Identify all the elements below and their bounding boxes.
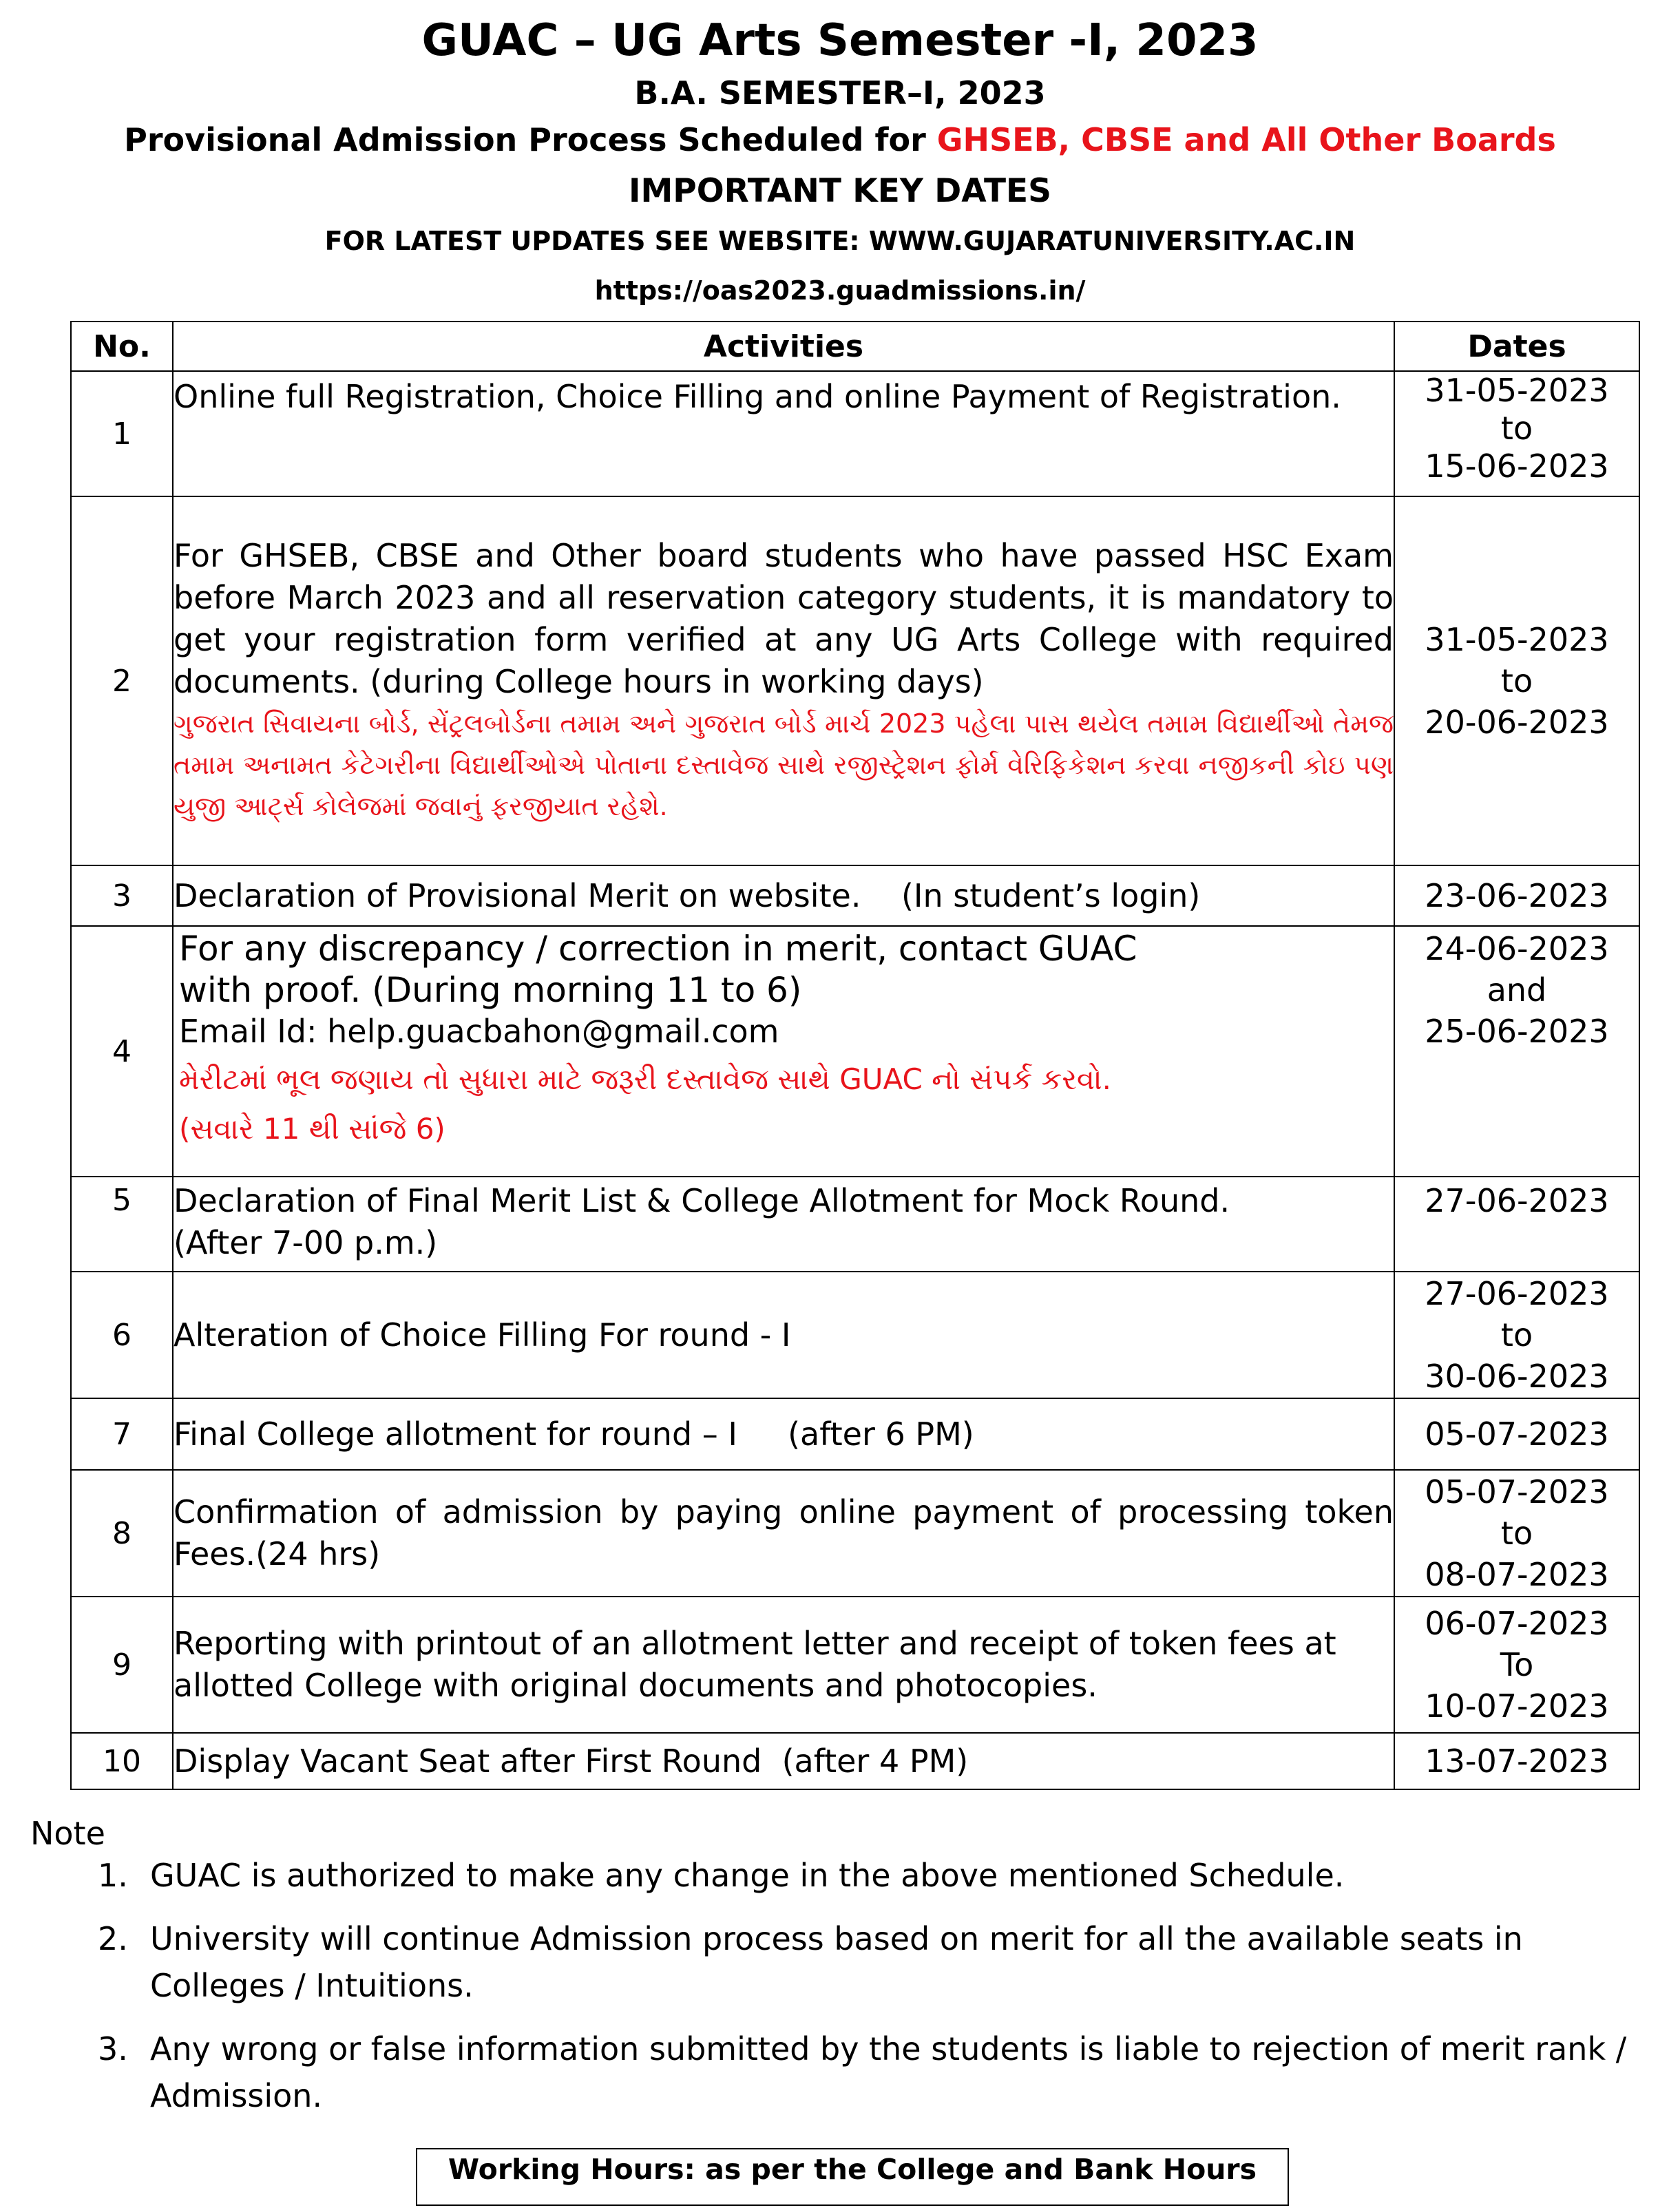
table-row: [71, 1272, 1639, 1398]
notes-list: [98, 1852, 1661, 2136]
date-start: 27-06-2023: [1425, 1275, 1609, 1312]
note-item: [98, 2025, 1661, 2119]
table-row: [71, 496, 1639, 865]
date-single: 13-07-2023: [1425, 1743, 1609, 1780]
table-row: [71, 926, 1639, 1177]
row-number: 1: [71, 371, 173, 496]
row-dates: [1394, 371, 1639, 496]
working-hours-box: Working Hours: as per the College and Bank Hours: [416, 2148, 1289, 2206]
row-activity: [173, 926, 1394, 1177]
process-prefix: Provisional Admission Process Scheduled for: [124, 121, 937, 158]
table-row: [71, 1470, 1639, 1597]
schedule-table: [70, 321, 1640, 1790]
row-activity: Declaration of Provisional Merit on website. (In student’s login): [173, 865, 1394, 926]
date-end: 10-07-2023: [1425, 1687, 1609, 1725]
row-number: 2: [71, 496, 173, 865]
date-start: 31-05-2023: [1425, 621, 1609, 658]
activity-line: Declaration of Final Merit List & College Allotment for Mock Round.: [174, 1182, 1230, 1219]
row-dates: [1394, 1733, 1639, 1789]
row-dates: [1394, 496, 1639, 865]
date-start: 06-07-2023: [1425, 1605, 1609, 1642]
date-end: 15-06-2023: [1425, 448, 1609, 485]
updates-notice: FOR LATEST UPDATES SEE WEBSITE: WWW.GUJARATUNIVERSITY.AC.IN: [324, 226, 1356, 256]
contact-email[interactable]: Email Id: help.guacbahon@gmail.com: [179, 1013, 779, 1050]
row-activity: Reporting with printout of an allotment letter and receipt of token fees at allotted College with original documents and photocopies.: [173, 1597, 1394, 1733]
activity-gujarati: (સવારે 11 થી સાંજે 6): [179, 1112, 445, 1146]
date-connector: to: [1500, 662, 1533, 699]
date-start: 31-05-2023: [1425, 372, 1609, 409]
activity-gujarati: મેરીટમાં ભૂલ જણાય તો સુધારા માટે જરૂરી દસ્તાવેજ સાથે GUAC નો સંપર્ક કરવો.: [179, 1062, 1111, 1096]
date-single: 23-06-2023: [1425, 877, 1609, 914]
activity-gujarati: ગુજરાત સિવાયના બોર્ડ, સેંટ્રલબોર્ડના તમામ અને ગુજરાત બોર્ડ માર્ચ 2023 પહેલા પાસ થયેલ તમામ વિદ્યાર્થીઓ તેમજ તમામ અનામત કેટેગરીના વિદ્યાર્થીઓએ પોતાના દસ્તાવેજ સાથે રજીસ્ટ્રેશન ફોર્મ વેરિફિકેશન કરવા નજીકની કોઇ પણ યુજી આર્ટ્સ કોલેજમાં જવાનું ફરજીયાત રહેશે.: [174, 708, 1394, 821]
note-number: 3.: [98, 2030, 128, 2067]
note-number: 2.: [98, 1920, 128, 1957]
note-text: Any wrong or false information submitted by the students is liable to rejection of merit rank / Admission.: [150, 2030, 1627, 2114]
table-row: [71, 1177, 1639, 1272]
process-heading: [0, 121, 1680, 158]
activity-line: with proof. (During morning 11 to 6): [179, 970, 802, 1010]
row-number: 3: [71, 865, 173, 926]
row-dates: [1394, 1272, 1639, 1398]
date-connector: to: [1500, 1515, 1533, 1552]
page-subtitle: B.A. SEMESTER–I, 2023: [634, 74, 1046, 112]
date-start: 24-06-2023: [1425, 930, 1609, 967]
header-dates: Dates: [1394, 322, 1639, 371]
date-connector: To: [1500, 1646, 1534, 1683]
row-number: 7: [71, 1398, 173, 1470]
date-connector: and: [1487, 971, 1547, 1009]
table-row: [71, 371, 1639, 496]
table-row: [71, 1733, 1639, 1789]
row-number: 5: [71, 1177, 173, 1272]
header-no: No.: [71, 322, 173, 371]
date-end: 30-06-2023: [1425, 1358, 1609, 1395]
note-item: [98, 1852, 1661, 1899]
activity-english: For GHSEB, CBSE and Other board students who have passed HSC Exam before March 2023 and all reservation category students, it is mandatory to get your registration form verified at any UG Arts College with required documents. (during College hours in working days): [174, 537, 1394, 700]
process-boards: GHSEB, CBSE and All Other Boards: [936, 121, 1556, 158]
date-end: 08-07-2023: [1425, 1556, 1609, 1593]
table-row: [71, 865, 1639, 926]
note-text: GUAC is authorized to make any change in the above mentioned Schedule.: [150, 1857, 1345, 1894]
row-number: 6: [71, 1272, 173, 1398]
header-activities: Activities: [173, 322, 1394, 371]
note-item: [98, 1915, 1661, 2009]
activity-line: For any discrepancy / correction in merit, contact GUAC: [179, 929, 1137, 969]
row-dates: [1394, 926, 1639, 1177]
note-number: 1.: [98, 1857, 128, 1894]
date-start: 05-07-2023: [1425, 1473, 1609, 1511]
date-connector: to: [1500, 410, 1533, 447]
activity-line: (After 7-00 p.m.): [174, 1224, 438, 1261]
row-activity: Alteration of Choice Filling For round - I: [173, 1272, 1394, 1398]
row-activity: Online full Registration, Choice Filling and online Payment of Registration.: [173, 371, 1394, 496]
key-dates-heading: IMPORTANT KEY DATES: [629, 172, 1051, 210]
row-activity: [173, 496, 1394, 865]
row-dates: [1394, 1597, 1639, 1733]
note-heading: Note: [30, 1815, 105, 1852]
row-activity: Display Vacant Seat after First Round (after 4 PM): [173, 1733, 1394, 1789]
table-row: [71, 1398, 1639, 1470]
row-number: 8: [71, 1470, 173, 1597]
table-header-row: [71, 322, 1639, 371]
row-number: 10: [71, 1733, 173, 1789]
date-connector: to: [1500, 1316, 1533, 1354]
date-end: 20-06-2023: [1425, 704, 1609, 741]
page-title: GUAC – UG Arts Semester -I, 2023: [421, 15, 1259, 66]
row-activity: Final College allotment for round – I (after 6 PM): [173, 1398, 1394, 1470]
row-dates: [1394, 1177, 1639, 1272]
row-activity: [173, 1177, 1394, 1272]
row-dates: [1394, 865, 1639, 926]
note-text: University will continue Admission process based on merit for all the available seats in Colleges / Intuitions.: [150, 1920, 1523, 2004]
date-single: 27-06-2023: [1425, 1182, 1609, 1219]
date-end: 25-06-2023: [1425, 1013, 1609, 1050]
website-url[interactable]: https://oas2023.guadmissions.in/: [594, 275, 1086, 306]
row-activity: Confirmation of admission by paying online payment of processing token Fees.(24 hrs): [173, 1470, 1394, 1597]
row-dates: [1394, 1470, 1639, 1597]
row-dates: [1394, 1398, 1639, 1470]
row-number: 9: [71, 1597, 173, 1733]
date-single: 05-07-2023: [1425, 1416, 1609, 1453]
table-row: [71, 1597, 1639, 1733]
row-number: 4: [71, 926, 173, 1177]
